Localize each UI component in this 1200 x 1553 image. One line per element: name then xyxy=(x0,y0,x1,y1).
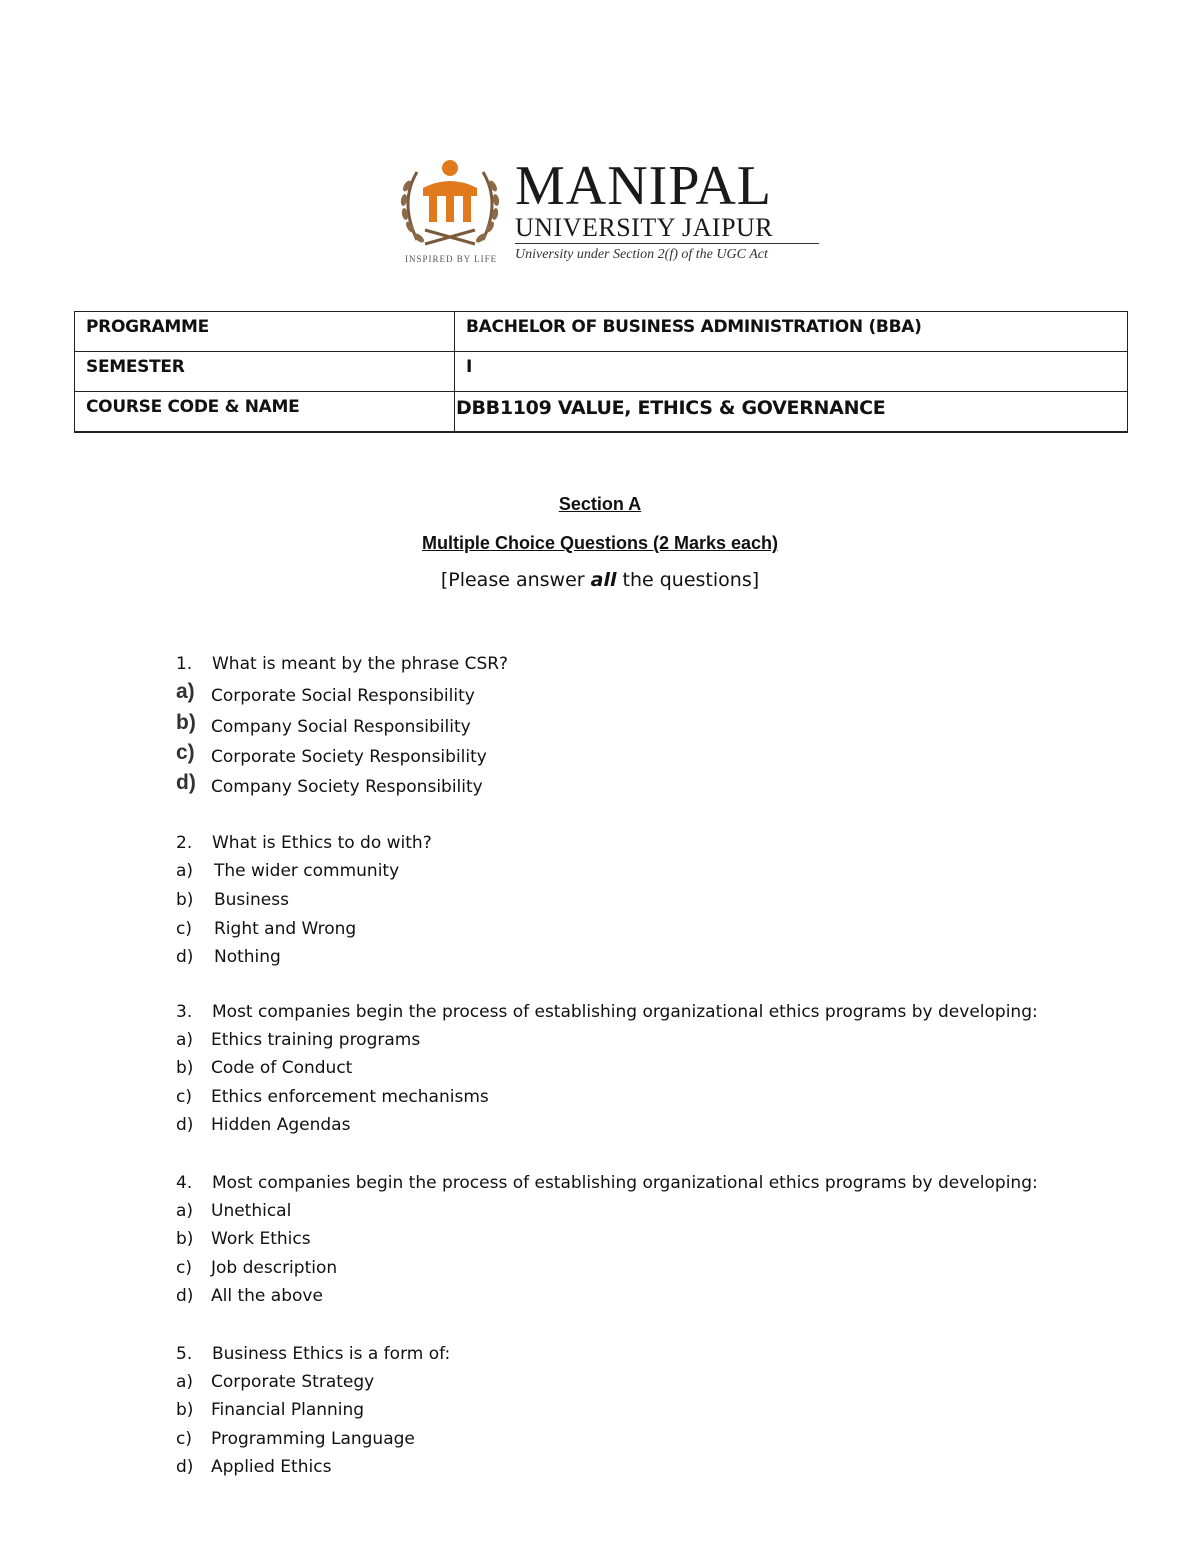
logo-divider xyxy=(515,243,819,244)
logo-subtitle: UNIVERSITY JAIPUR xyxy=(515,213,774,242)
option-text: Unethical xyxy=(211,1201,292,1221)
option-text: All the above xyxy=(211,1286,323,1306)
option-letter: a) xyxy=(176,1372,194,1392)
option-letter: c) xyxy=(176,741,195,764)
option-letter: d) xyxy=(176,1457,194,1477)
option-letter: b) xyxy=(176,1400,194,1420)
course-label: COURSE CODE & NAME xyxy=(75,392,455,432)
table-row xyxy=(75,392,1128,432)
course-info-table xyxy=(74,311,1128,433)
option-letter: d) xyxy=(176,947,194,967)
option-letter: c) xyxy=(176,1258,192,1278)
university-logo xyxy=(395,152,825,272)
question-number: 1. xyxy=(176,654,193,674)
logo-title: MANIPAL xyxy=(515,155,772,217)
section-subtitle: Multiple Choice Questions (2 Marks each) xyxy=(421,533,779,553)
question-text: What is Ethics to do with? xyxy=(212,833,432,853)
option-letter: b) xyxy=(176,711,196,734)
logo-motto: INSPIRED BY LIFE xyxy=(405,254,498,264)
option-text: Work Ethics xyxy=(211,1229,311,1249)
programme-value: BACHELOR OF BUSINESS ADMINISTRATION (BBA) xyxy=(455,312,1128,352)
option-text: Financial Planning xyxy=(211,1400,365,1420)
option-letter: b) xyxy=(176,1058,194,1078)
question-text: Most companies begin the process of establishing organizational ethics programs by developing: xyxy=(212,1002,1038,1022)
option-text: Business xyxy=(214,890,289,910)
option-letter: b) xyxy=(176,1229,194,1249)
question-number: 4. xyxy=(176,1173,193,1193)
option-letter: a) xyxy=(176,1201,194,1221)
option-letter: a) xyxy=(176,861,194,881)
option-text: Corporate Strategy xyxy=(211,1372,375,1392)
option-letter: d) xyxy=(176,1115,194,1135)
option-text: Hidden Agendas xyxy=(211,1115,351,1135)
option-letter: c) xyxy=(176,1429,192,1449)
question-text: Most companies begin the process of establishing organizational ethics programs by developing: xyxy=(212,1173,1038,1193)
question-text: What is meant by the phrase CSR? xyxy=(212,654,509,674)
option-text: Company Society Responsibility xyxy=(211,777,483,797)
option-text: Ethics enforcement mechanisms xyxy=(211,1087,489,1107)
option-letter: a) xyxy=(176,680,195,703)
option-text: Applied Ethics xyxy=(211,1457,332,1477)
option-letter: c) xyxy=(176,919,192,939)
option-text: Ethics training programs xyxy=(211,1030,421,1050)
option-text: Code of Conduct xyxy=(211,1058,353,1078)
table-row xyxy=(75,352,1128,392)
option-letter: d) xyxy=(176,1286,194,1306)
option-text: Company Social Responsibility xyxy=(211,717,471,737)
option-letter: b) xyxy=(176,890,194,910)
logo-tagline: University under Section 2(f) of the UGC Act xyxy=(515,247,768,262)
section-instruction xyxy=(0,569,1200,591)
instruction-emphasis: all xyxy=(590,569,617,591)
option-text: The wider community xyxy=(214,861,400,881)
option-text: Nothing xyxy=(214,947,281,967)
option-letter: d) xyxy=(176,771,196,794)
option-text: Corporate Society Responsibility xyxy=(211,747,487,767)
semester-value: I xyxy=(455,352,1128,392)
course-value: DBB1109 VALUE, ETHICS & GOVERNANCE xyxy=(455,392,1128,432)
instruction-pre: [Please answer xyxy=(440,569,591,591)
question-number: 2. xyxy=(176,833,193,853)
semester-label: SEMESTER xyxy=(75,352,455,392)
option-letter: a) xyxy=(176,1030,194,1050)
option-text: Right and Wrong xyxy=(214,919,357,939)
university-emblem-icon xyxy=(395,152,505,267)
option-letter: c) xyxy=(176,1087,192,1107)
option-text: Job description xyxy=(211,1258,338,1278)
question-number: 5. xyxy=(176,1344,193,1364)
option-text: Corporate Social Responsibility xyxy=(211,686,475,706)
table-row xyxy=(75,312,1128,352)
programme-label: PROGRAMME xyxy=(75,312,455,352)
option-text: Programming Language xyxy=(211,1429,415,1449)
question-text: Business Ethics is a form of: xyxy=(212,1344,451,1364)
section-title: Section A xyxy=(558,494,642,514)
question-number: 3. xyxy=(176,1002,193,1022)
instruction-post: the questions] xyxy=(616,569,760,591)
